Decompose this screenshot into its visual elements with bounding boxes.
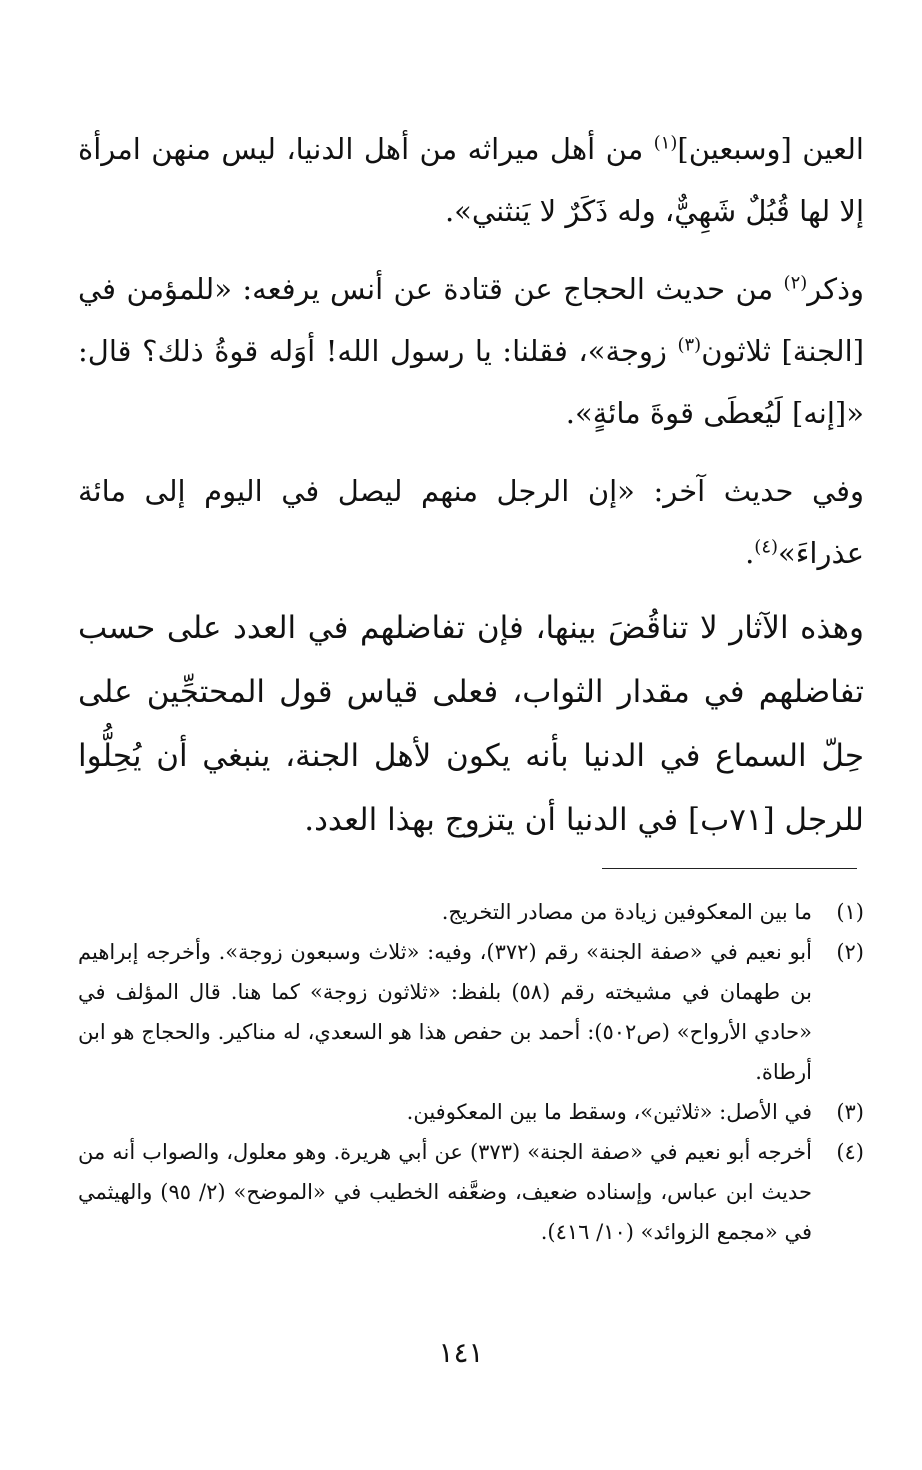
footnote-ref-1: (١) — [653, 132, 678, 154]
footnote-4 — [78, 1132, 864, 1252]
footnotes-section — [78, 892, 864, 1252]
paragraph-1 — [78, 118, 864, 242]
footnote-number: (٣) — [836, 1100, 864, 1124]
footnote-text: ما بين المعكوفين زيادة من مصادر التخريج. — [441, 900, 812, 924]
paragraph-2-text-b: من حديث الحجاج عن قتادة عن أنس يرفعه: «للمؤمن في [الجنة] ثلاثون — [78, 272, 865, 368]
footnote-3 — [78, 1092, 864, 1132]
footnote-ref-2: (٢) — [783, 272, 808, 294]
paragraph-3-text-b: . — [745, 536, 755, 570]
footnote-text: في الأصل: «ثلاثين»، وسقط ما بين المعكوفين. — [406, 1100, 812, 1124]
paragraph-3 — [78, 460, 864, 584]
footnote-2 — [78, 932, 864, 1092]
footnote-1 — [78, 892, 864, 932]
paragraph-3-text-a: وفي حديث آخر: «إن الرجل منهم ليصل في اليوم إلى مائة عذراءَ» — [78, 474, 864, 570]
paragraph-2-text-a: وذكر — [807, 272, 864, 306]
footnote-number: (٢) — [836, 940, 864, 964]
paragraph-2 — [78, 258, 864, 444]
footnote-text: أخرجه أبو نعيم في «صفة الجنة» (٣٧٣) عن أبي هريرة. وهو معلول، والصواب أنه من حديث ابن عباس، وإسناده ضعيف، وضعَّفه الخطيب في «الموضح» (٢/ ٩٥) والهيثمي في «مجمع الزوائد» (١٠/ ٤١٦). — [78, 1140, 812, 1244]
footnote-number: (٤) — [836, 1140, 864, 1164]
page-number: ١٤١ — [438, 1336, 484, 1369]
footnote-ref-4: (٤) — [754, 536, 779, 558]
footnote-number: (١) — [836, 900, 864, 924]
footnote-ref-3: (٣) — [677, 334, 702, 356]
footnote-text: أبو نعيم في «صفة الجنة» رقم (٣٧٢)، وفيه: «ثلاث وسبعون زوجة». وأخرجه إبراهيم بن طهمان في مشيخته رقم (٥٨) بلفظ: «ثلاثون زوجة» كما هنا. قال المؤلف في «حادي الأرواح» (ص٥٠٢): أحمد بن حفص هذا هو السعدي، له مناكير. والحجاج هو ابن أرطاة. — [78, 940, 813, 1084]
paragraph-4: وهذه الآثار لا تناقُضَ بينها، فإن تفاضلهم في العدد على حسب تفاضلهم في مقدار الثواب، فعلى قياس قول المحتجِّين على حِلّ السماع في الدنيا بأنه يكون لأهل الجنة، ينبغي أن يُحِلُّوا للرجل [٧١ب] في الدنيا أن يتزوج بهذا العدد. — [78, 610, 864, 838]
footnote-separator — [602, 868, 857, 869]
paragraph-1-text-a: العين [وسبعين] — [677, 132, 864, 166]
paragraph-2-text-c: زوجة»، فقلنا: يا رسول الله! أوَله قوةُ ذلك؟ قال: «[إنه] لَيُعطَى قوةَ مائةٍ». — [78, 334, 864, 430]
paragraph-1-text-b: من أهل ميراثه من أهل الدنيا، ليس منهن امرأة إلا لها قُبُلٌ شَهِيٌّ، وله ذَكَرٌ لا يَنثني». — [78, 132, 864, 228]
